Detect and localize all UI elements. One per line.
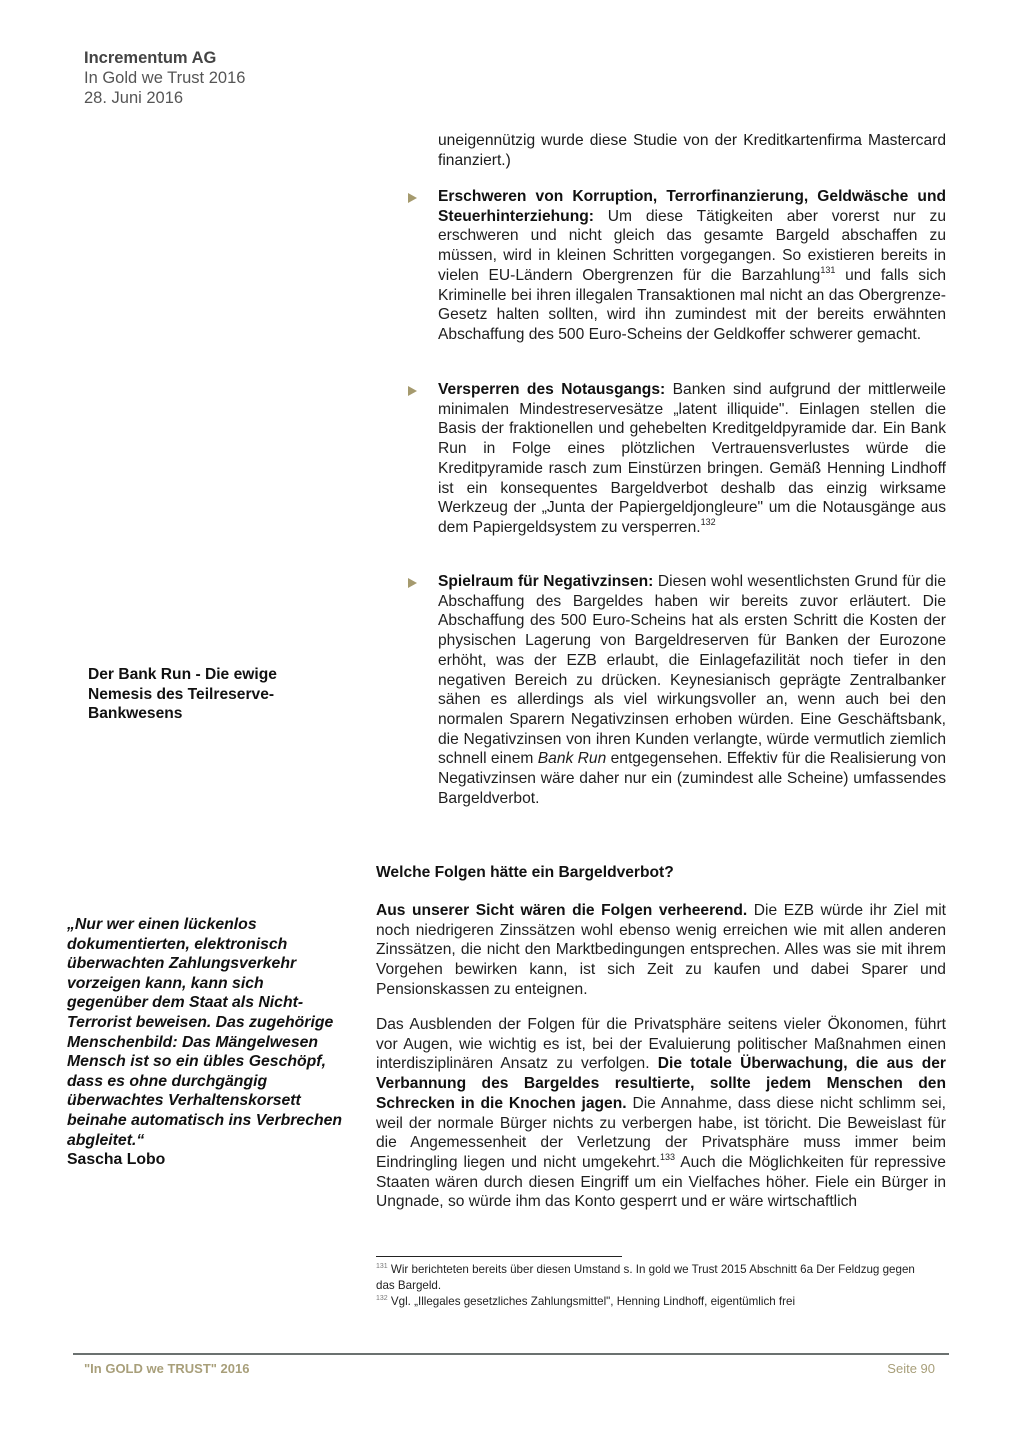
footnote-text: Vgl. „Illegales gesetzliches Zahlungsmittel", Henning Lindhoff, eigentümlich frei xyxy=(387,1295,796,1308)
bullet-text: entgegensehen. Effektiv für die Realisierung von Negativzinsen wäre daher nur ein (zumindest alle Scheine) umfassendes Bargeldverbot. xyxy=(438,750,946,807)
footnotes xyxy=(376,1262,936,1310)
bullet-title: Spielraum für Negativzinsen: xyxy=(438,573,654,590)
paragraph-bold: Die totale Überwachung, die aus der Verbannung des Bargeldes resultierte, sollte jedem Menschen den Schrecken in die Knochen jagen. xyxy=(376,1055,946,1112)
triangle-bullet-icon xyxy=(408,578,417,588)
company-name: Incrementum AG xyxy=(84,49,217,67)
footnote-ref[interactable]: 132 xyxy=(700,516,716,527)
sidebar-heading: Der Bank Run - Die ewige Nemesis des Teilreserve-Bankwesens xyxy=(88,666,277,723)
paragraph-text: Die Annahme, dass diese nicht schlimm sei, weil der normale Bürger nichts zu verbergen habe, ist töricht. Die Beweislast für die Angemessenheit der Verletzung der Privatsphäre muss immer beim Eindringling liegen und nicht umgekehrt. xyxy=(376,1094,946,1171)
paragraph xyxy=(376,1015,946,1212)
footer-divider xyxy=(73,1353,949,1355)
paragraph-text: Das Ausblenden der Folgen für die Privatsphäre seitens vieler Ökonomen, führt vor Augen, wie wichtig es ist, bei der Evaluierung politischer Maßnahmen einen interdisziplinären Ansatz zu verfolgen. xyxy=(376,1016,946,1073)
footnote-text: Wir berichteten bereits über diesen Umstand s. In gold we Trust 2015 Abschnitt 6a Der Feldzug gegen das Bargeld. xyxy=(376,1263,915,1292)
quote-author: Sascha Lobo xyxy=(67,1151,166,1169)
paragraph-bold: Aus unserer Sicht wären die Folgen verheerend. xyxy=(376,902,748,919)
footnote-divider xyxy=(376,1256,622,1257)
paragraph-text: Die EZB würde ihr Ziel mit noch niedrigeren Zinssätzen wohl ebenso wenig erreichen wie mit allen anderen Zinssätzen, die nicht den Marktbedingungen entsprechen. Alles was sie mit ihrem Vorgehen bewirken kann, ist sich Zeit zu kaufen und dabei Sparer und Pensionskassen zu enteignen. xyxy=(376,902,946,998)
bullet-text: Diesen wohl wesentlichsten Grund für die Abschaffung des Bargeldes haben wir bereits zuvor erläutert. Die Abschaffung des 500 Euro-Scheins hat als ersten Schritt die Kosten der physischen Lagerung von Bargeldreserven für Banken der Eurozone erhöht, was der EZB erlaubt, die Einlagefazilität noch tiefer in den negativen Bereich zu drücken. Keynesianisch geprägte Zentralbanker sähen es allerdings als viel wirkungsvoller an, wenn auch bei den normalen Sparern Negativzinsen erhoben würden. Eine Geschäftsbank, die Negativzinsen von ihren Kunden verlangte, würde vermutlich ziemlich schnell einem xyxy=(438,573,946,768)
bullet-title: Versperren des Notausgangs: xyxy=(438,381,666,398)
page-number: Seite 90 xyxy=(887,1361,935,1376)
report-title: In Gold we Trust 2016 xyxy=(84,69,246,87)
footnote xyxy=(376,1294,936,1310)
footnote-number: 131 xyxy=(376,1263,388,1270)
footer-title: "In GOLD we TRUST" 2016 xyxy=(84,1361,250,1376)
bullet-text: und falls sich Kriminelle bei ihren illegalen Transaktionen mal nicht an das Obergrenze-Gesetz halten sollten, wird ihn zumindest mit der bereits erwähnten Abschaffung des 500 Euro-Scheins der Geldkoffer schwerer gemacht. xyxy=(438,266,947,343)
paragraph xyxy=(376,901,946,1000)
bullet-item xyxy=(438,572,946,808)
bullet-item xyxy=(438,187,946,345)
footnote-ref[interactable]: 131 xyxy=(820,264,836,275)
bullet-title: Erschweren von Korruption, Terrorfinanzierung, Geldwäsche und Steuerhinterziehung: xyxy=(438,188,946,225)
section-title: Welche Folgen hätte ein Bargeldverbot? xyxy=(376,864,674,881)
triangle-bullet-icon xyxy=(408,193,417,203)
paragraph-text: Auch die Möglichkeiten für repressive Staaten wären durch diesen Eingriff um ein Vielfaches höher. Fiele ein Bürger in Ungnade, so würde ihm das Konto gesperrt und er wäre wirtschaftlich xyxy=(376,1153,946,1211)
triangle-bullet-icon xyxy=(408,386,417,396)
footnote-ref[interactable]: 133 xyxy=(660,1151,676,1162)
footnote xyxy=(376,1262,936,1294)
bullet-text: Um diese Tätigkeiten aber vorerst nur zu erschweren und nicht gleich das gesamte Bargeld abschaffen zu müssen, wird in kleinen Schritten vorgegangen. So existieren bereits in vielen EU-Ländern Obergrenzen für die Barzahlung xyxy=(438,207,946,284)
quote-text: „Nur wer einen lückenlos dokumentierten, elektronisch überwachten Zahlungsverkehr vorzeigen kann, kann sich gegenüber dem Staat als Nicht-Terrorist beweisen. Das zugehörige Menschenbild: Das Mängelwesen Mensch ist so ein übles Geschöpf, dass es ohne durchgängig überwachtes Verhaltenskorsett beinahe automatisch ins Verbrechen abgleitet.“ xyxy=(67,916,343,1149)
page-header xyxy=(84,48,245,108)
report-date: 28. Juni 2016 xyxy=(84,89,184,107)
footnote-number: 132 xyxy=(376,1295,388,1302)
bullet-text: Banken sind aufgrund der mittlerweile minimalen Mindestreservesätze „latent illiquide". Einlagen stellen die Basis der fraktionellen und gehebelten Kreditgeldpyramide dar. Ein Bank Run in Folge eines plötzlichen Vertrauensverlustes würde die Kreditpyramide rasch zum Einstürzen bringen. Gemäß Henning Lindhoff ist ein konsequentes Bargeldverbot deshalb das einzig wirksame Werkzeug der „Junta der Papiergeldjongleure" um die Notausgänge aus dem Papiergeldsystem zu versperren. xyxy=(438,381,946,536)
sidebar-quote xyxy=(67,915,347,1170)
bullet-italic: Bank Run xyxy=(537,750,607,768)
continuation-text: uneigennützig wurde diese Studie von der Kreditkartenfirma Mastercard finanziert.) xyxy=(438,132,946,169)
bullet-item xyxy=(438,380,946,538)
